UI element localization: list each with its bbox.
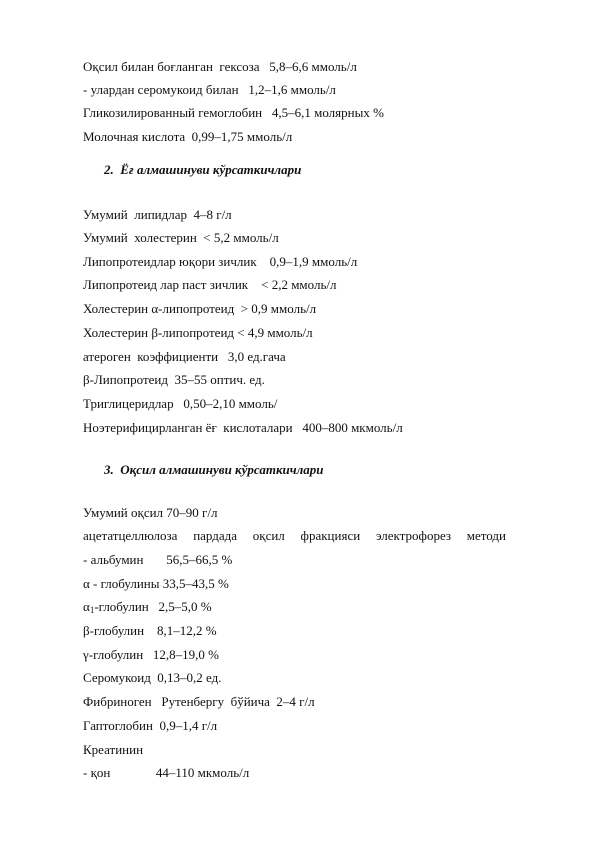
text-line: Липопротеид лар паст зичлик < 2,2 ммоль/л [83,277,337,292]
section-heading-protein: 3. Оқсил алмашинуви кўрсаткичлари [104,462,324,477]
text-line: атероген коэффициенти 3,0 ед.гача [83,349,286,364]
text-line: α - глобулины 33,5–43,5 % [83,576,229,591]
alpha-subscript: 1 [89,605,95,615]
text-line: Ноэтерифицирланган ёғ кислоталари 400–800 мкмоль/л [83,420,403,435]
word: оқсил [252,528,285,543]
text-line: - альбумин 56,5–66,5 % [83,552,233,567]
alpha1-value: -глобулин 2,5–5,0 % [94,599,212,614]
text-line: Молочная кислота 0,99–1,75 ммоль/л [83,129,293,144]
text-line: γ-глобулин 12,8–19,0 % [83,647,220,662]
text-line: Холестерин β-липопротеид < 4,9 ммоль/л [83,325,313,340]
section-heading-lipid: 2. Ёғ алмашинуви кўрсаткичлари [104,162,302,177]
word: фракцияси [300,528,361,543]
word: ацетатцеллюлоза [83,528,178,543]
text-line: β-Липопротеид 35–55 оптич. ед. [83,372,265,387]
justified-line [83,528,506,544]
text-line-alpha1 [83,599,212,615]
text-line: β-глобулин 8,1–12,2 % [83,623,217,638]
text-line: Фибриноген Рутенбергу бўйича 2–4 г/л [83,694,315,709]
text-line: - улардан серомукоид билан 1,2–1,6 ммоль/л [83,82,336,97]
text-line: Гаптоглобин 0,9–1,4 г/л [83,718,218,733]
word: пардада [193,528,238,543]
text-line: Креатинин [83,742,144,757]
text-line: Умумий оқсил 70–90 г/л [83,505,218,520]
text-line: Серомукоид 0,13–0,2 ед. [83,670,222,685]
text-line: Умумий холестерин < 5,2 ммоль/л [83,230,279,245]
text-line: Гликозилированный гемоглобин 4,5–6,1 молярных % [83,105,384,120]
text-line: Холестерин α-липопротеид > 0,9 ммоль/л [83,301,317,316]
alpha-symbol: α [83,599,90,614]
text-line: - қон 44–110 мкмоль/л [83,765,250,780]
word: методи [466,528,506,543]
text-line: Оқсил билан боғланган гексоза 5,8–6,6 ммоль/л [83,59,357,74]
word: электрофорез [375,528,452,543]
text-line: Липопротеидлар юқори зичлик 0,9–1,9 ммоль/л [83,254,358,269]
text-line: Триглицеридлар 0,50–2,10 ммоль/ [83,396,278,411]
text-line: Умумий липидлар 4–8 г/л [83,207,232,222]
